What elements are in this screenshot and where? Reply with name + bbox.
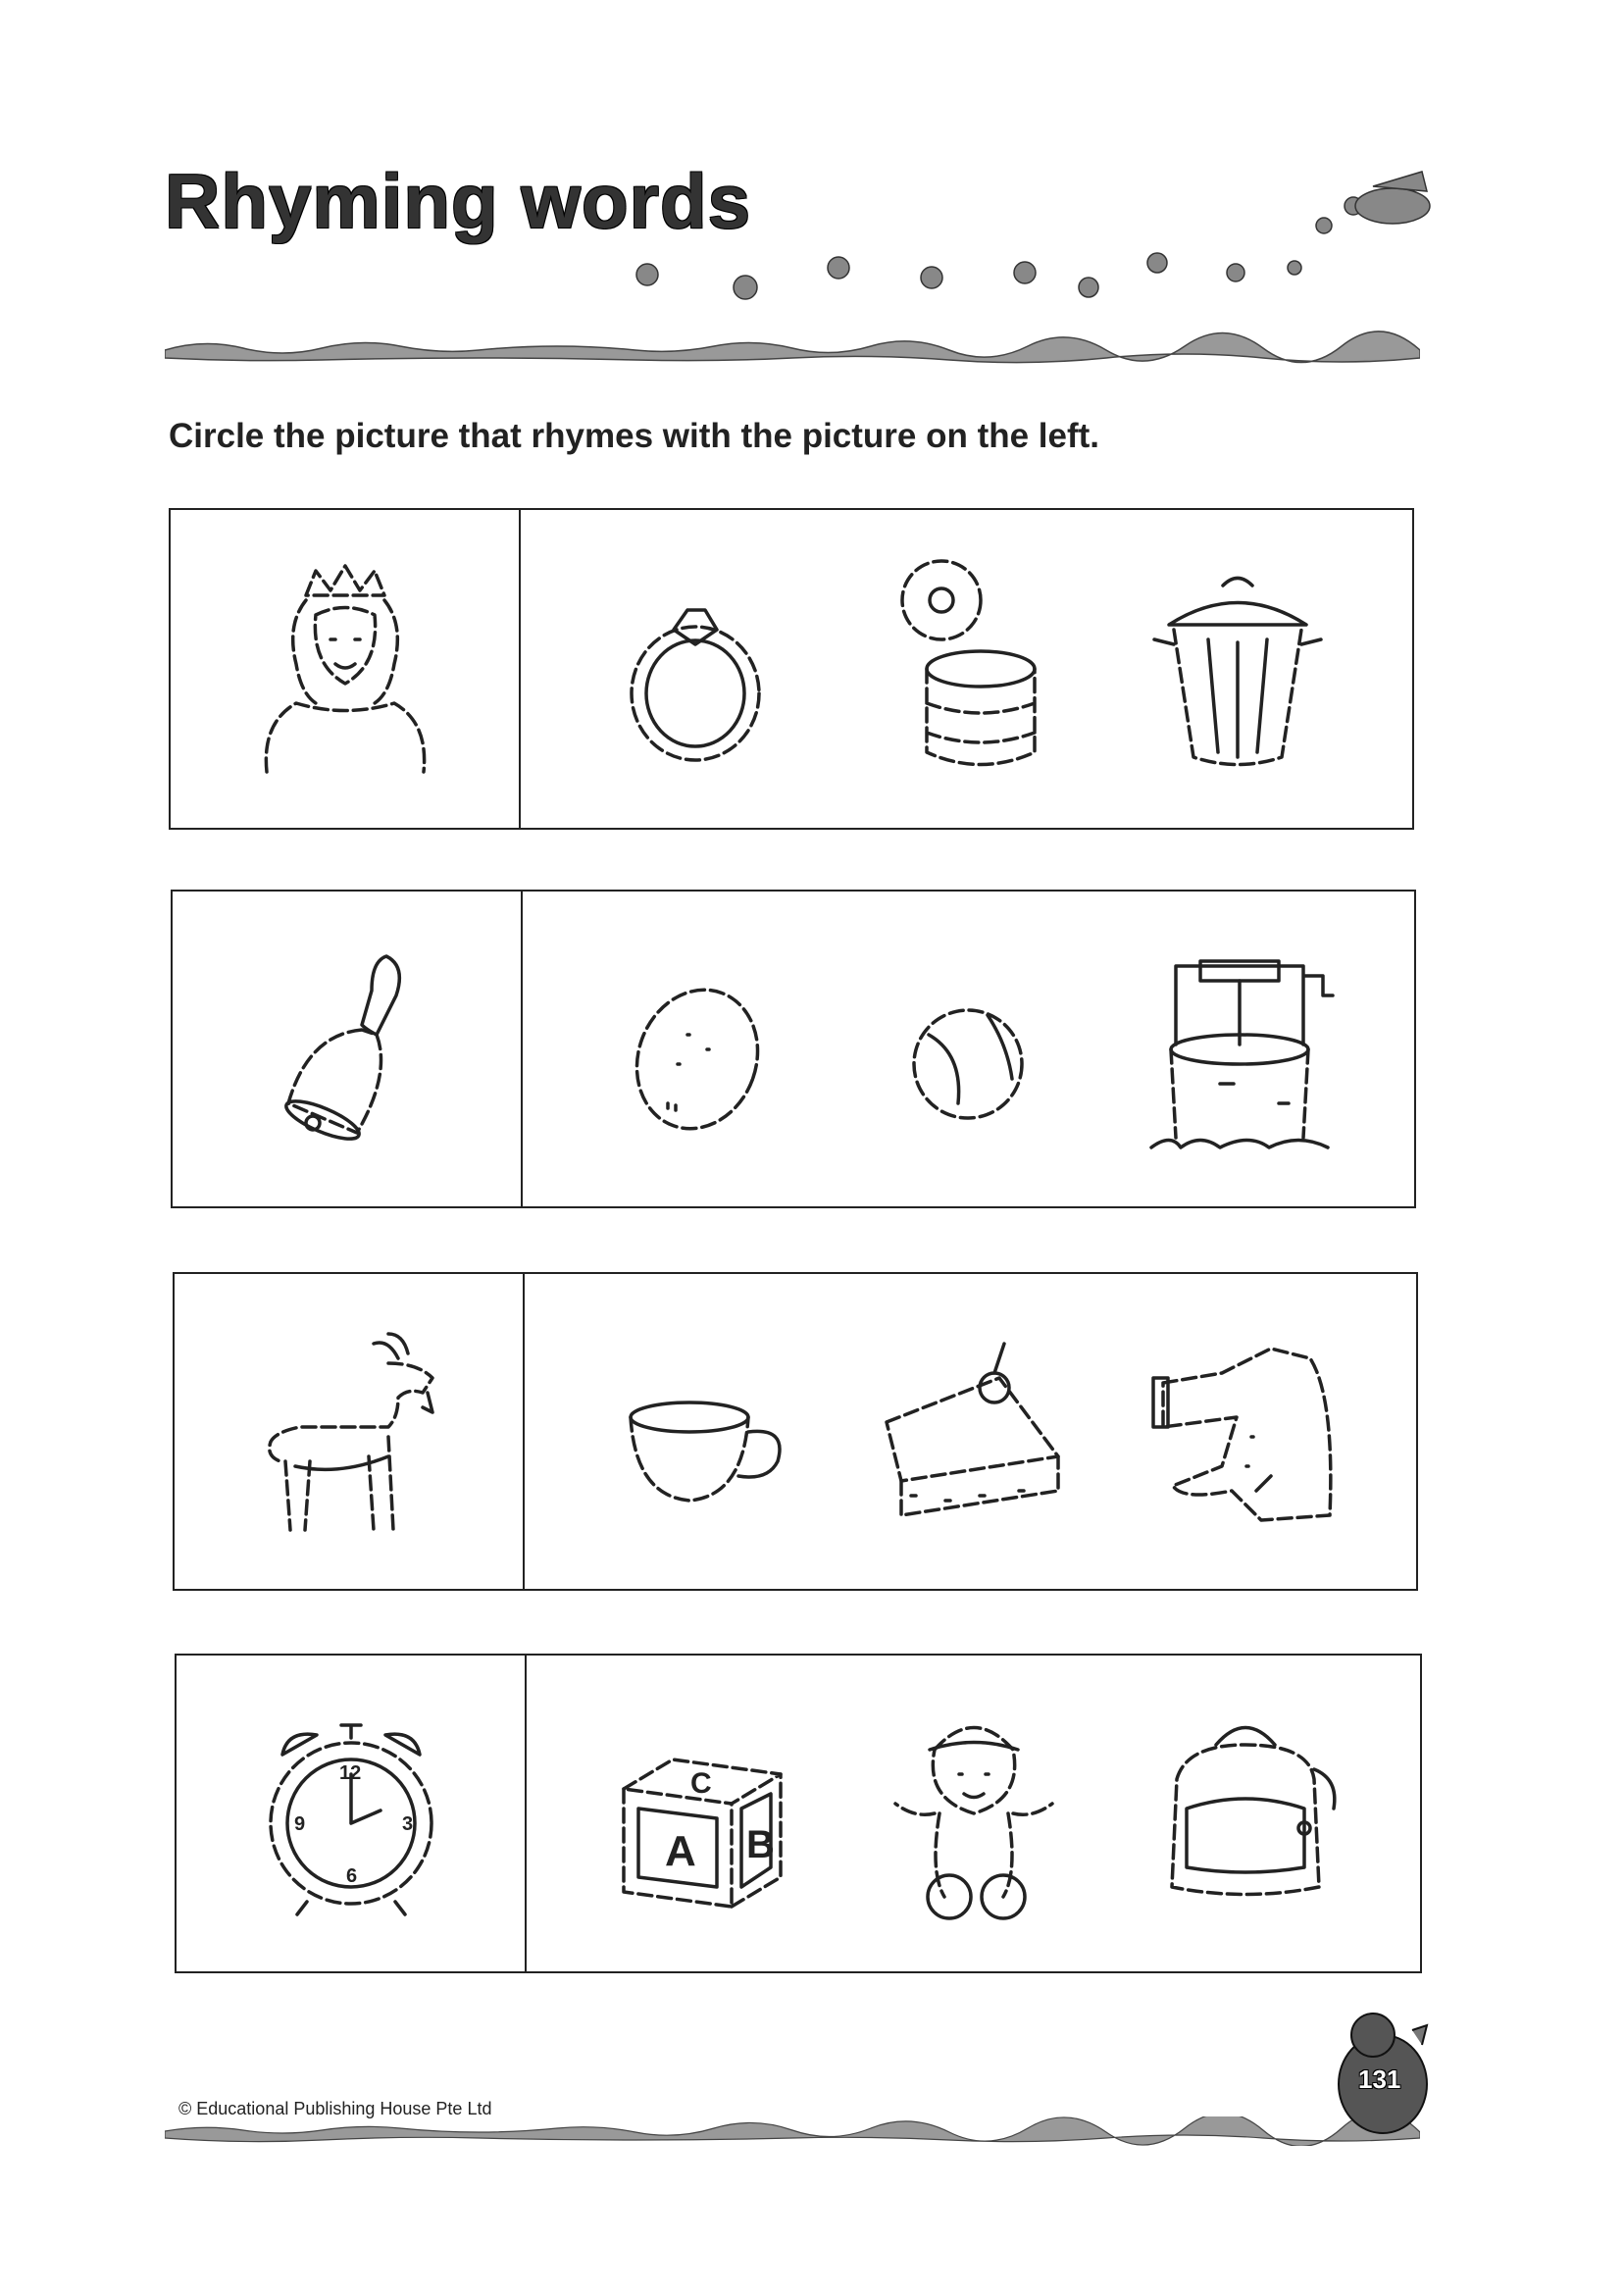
- clock-numeral-12: 12: [338, 1762, 361, 1784]
- cup-icon[interactable]: [601, 1319, 797, 1545]
- bell-icon: [249, 937, 445, 1162]
- bag-icon[interactable]: [1147, 1701, 1344, 1926]
- choices-cell: [523, 892, 1414, 1206]
- block-letter-b: B: [745, 1823, 775, 1866]
- exercise-row-4: [175, 1654, 1422, 1973]
- block-letter-c: C: [689, 1767, 712, 1800]
- clock-numeral-3: 3: [401, 1813, 413, 1835]
- exercise-row-1: [169, 508, 1414, 830]
- instruction-text: Circle the picture that rhymes with the picture on the left.: [169, 417, 1100, 455]
- prompt-cell: [171, 510, 521, 828]
- pot-icon[interactable]: [1140, 556, 1336, 782]
- clock-numeral-9: 9: [293, 1813, 305, 1835]
- exercise-row-3: [173, 1272, 1418, 1591]
- goat-icon: [251, 1319, 447, 1545]
- coat-icon[interactable]: [1143, 1319, 1340, 1545]
- choices-cell: [525, 1274, 1416, 1589]
- flowers-decoration-icon: [608, 147, 1451, 314]
- choices-cell: [527, 1656, 1420, 1971]
- choices-cell: [521, 510, 1412, 828]
- doll-icon[interactable]: [876, 1701, 1072, 1926]
- egg-icon[interactable]: [599, 937, 795, 1162]
- ring-icon[interactable]: [597, 556, 793, 782]
- prompt-cell: [173, 892, 523, 1206]
- tin-can-icon[interactable]: [868, 556, 1064, 782]
- page-number: 131: [1358, 2065, 1401, 2094]
- well-icon[interactable]: [1142, 937, 1338, 1162]
- clock-numeral-6: 6: [345, 1865, 357, 1887]
- prompt-cell: [177, 1656, 527, 1971]
- wavy-divider-top: [165, 329, 1420, 368]
- king-icon: [247, 556, 443, 782]
- exercise-row-2: [171, 890, 1416, 1208]
- prompt-cell: [175, 1274, 525, 1589]
- ball-icon[interactable]: [870, 937, 1066, 1162]
- clock-icon: [253, 1701, 449, 1926]
- wavy-divider-bottom: [165, 2116, 1420, 2146]
- copyright-text: © Educational Publishing House Pte Ltd: [178, 2099, 492, 2118]
- block-icon[interactable]: [604, 1701, 800, 1926]
- page-title: Rhyming words: [165, 158, 752, 244]
- block-letter-a: A: [664, 1827, 696, 1875]
- cake-icon[interactable]: [872, 1319, 1068, 1545]
